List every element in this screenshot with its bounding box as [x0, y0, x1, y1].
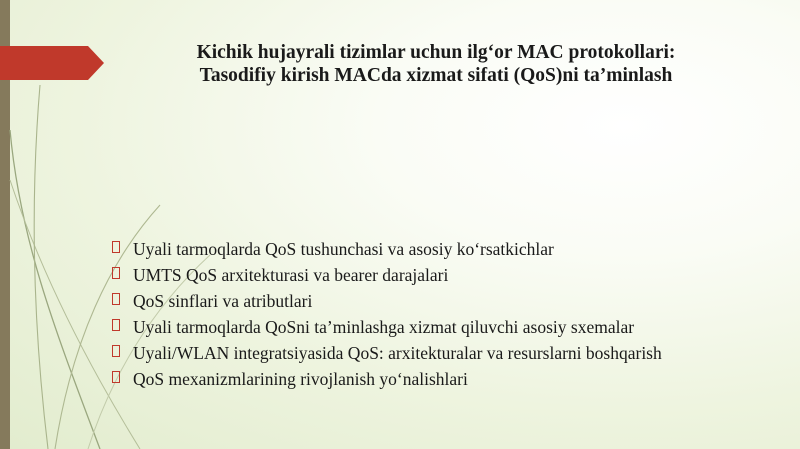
title-line-1: Kichik hujayrali tizimlar uchun ilg‘or MAC protokollari: [196, 42, 676, 63]
bullet-text: UMTS QoS arxitekturasi va bearer darajalari [133, 265, 449, 285]
slide-title [112, 41, 760, 87]
title-line-2: Tasodifiy kirish MACda xizmat sifati (QoS)ni ta’minlash [199, 65, 673, 86]
bullet-item [112, 314, 662, 340]
bullet-item [112, 236, 662, 262]
bullet-item [112, 340, 662, 366]
bullet-item [112, 366, 662, 392]
bullet-text: QoS mexanizmlarining rivojlanish yo‘nalishlari [133, 369, 468, 389]
hollow-square-bullet-icon [112, 345, 120, 357]
hollow-square-bullet-icon [112, 241, 120, 253]
bullet-item [112, 262, 662, 288]
bullet-text: Uyali/WLAN integratsiyasida QoS: arxitekturalar va resurslarni boshqarish [133, 343, 662, 363]
title-arrow-tab [0, 46, 104, 80]
bullet-text: Uyali tarmoqlarda QoS tushunchasi va asosiy ko‘rsatkichlar [133, 239, 554, 259]
hollow-square-bullet-icon [112, 267, 120, 279]
hollow-square-bullet-icon [112, 293, 120, 305]
bullet-text: Uyali tarmoqlarda QoSni ta’minlashga xizmat qiluvchi asosiy sxemalar [133, 317, 635, 337]
hollow-square-bullet-icon [112, 371, 120, 383]
arrow-shape [0, 46, 104, 80]
bullet-text: QoS sinflari va atributlari [133, 291, 313, 311]
bullet-item [112, 288, 662, 314]
bullet-list [112, 236, 662, 392]
hollow-square-bullet-icon [112, 319, 120, 331]
